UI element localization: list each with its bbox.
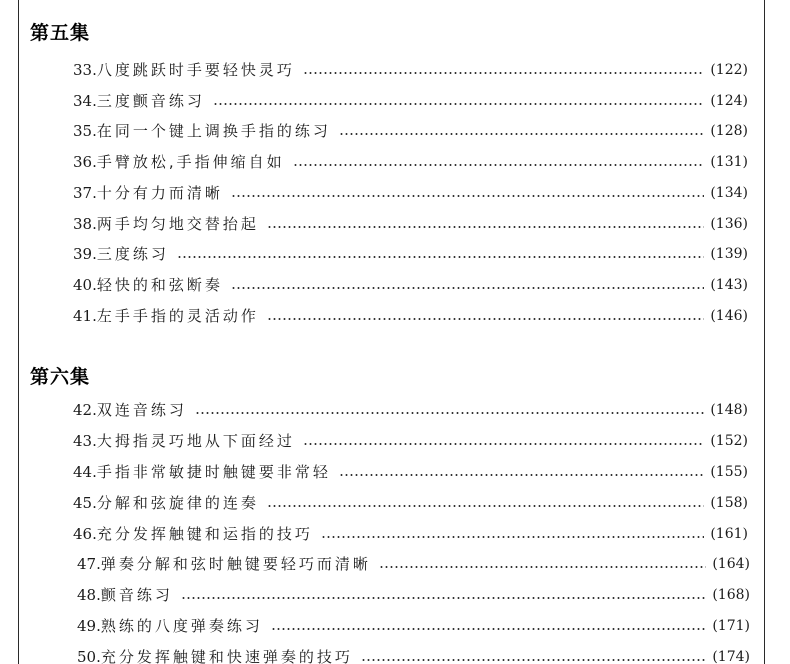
entry-title: 双连音练习 [96, 401, 187, 419]
toc-entry [73, 522, 748, 546]
toc-entry [73, 491, 748, 515]
entry-title: 左手手指的灵活动作 [96, 307, 259, 325]
toc-entry [73, 181, 748, 205]
toc-entry [73, 119, 748, 143]
entry-page: (164) [712, 556, 750, 572]
entry-number: 45. [73, 494, 97, 512]
toc-entry [77, 614, 750, 638]
entry-page: (131) [710, 154, 748, 170]
entry-page: (124) [710, 93, 748, 109]
entry-number: 37. [73, 184, 97, 202]
entry-title: 轻快的和弦断奏 [96, 276, 223, 294]
entry-number: 33. [73, 61, 97, 79]
entry-number: 34. [73, 92, 97, 110]
entry-title: 充分发挥触键和快速弹奏的技巧 [100, 648, 353, 664]
entry-page: (161) [710, 526, 748, 542]
entry-number: 35. [73, 122, 97, 140]
toc-entry [77, 583, 750, 607]
entry-page: (148) [710, 402, 748, 418]
dot-leader [303, 443, 704, 445]
entry-title: 在同一个键上调换手指的练习 [96, 122, 331, 140]
entry-page: (155) [710, 464, 748, 480]
dot-leader [321, 536, 704, 538]
entry-page: (134) [710, 185, 748, 201]
entry-number: 48. [77, 586, 101, 604]
toc-entry [77, 552, 750, 576]
entry-page: (158) [710, 495, 748, 511]
dot-leader [213, 103, 704, 105]
dot-leader [177, 256, 704, 258]
entry-page: (146) [710, 308, 748, 324]
entry-number: 43. [73, 432, 97, 450]
entry-number: 50. [77, 648, 101, 664]
toc-entry [73, 429, 748, 453]
entry-number: 49. [77, 617, 101, 635]
entry-page: (168) [712, 587, 750, 603]
entry-page: (152) [710, 433, 748, 449]
toc-entry [73, 150, 748, 174]
toc-entry [73, 212, 748, 236]
entry-page: (128) [710, 123, 748, 139]
entry-title: 两手均匀地交替抬起 [96, 215, 259, 233]
entry-title: 熟练的八度弹奏练习 [100, 617, 263, 635]
toc-entry [73, 89, 748, 113]
dot-leader [293, 164, 705, 166]
entry-number: 47. [77, 555, 101, 573]
entry-title: 弹奏分解和弦时触键要轻巧而清晰 [100, 555, 371, 573]
dot-leader [195, 412, 704, 414]
entry-number: 36. [73, 153, 97, 171]
dot-leader [271, 628, 706, 630]
dot-leader [267, 505, 704, 507]
entry-title: 分解和弦旋律的连奏 [96, 494, 259, 512]
section-title-5: 第五集 [30, 22, 91, 44]
entry-title: 大拇指灵巧地从下面经过 [96, 432, 295, 450]
entry-title: 颤音练习 [100, 586, 173, 604]
dot-leader [231, 287, 704, 289]
toc-entry [73, 273, 748, 297]
dot-leader [231, 195, 704, 197]
toc-entry [73, 58, 748, 82]
entry-number: 39. [73, 245, 97, 263]
entry-page: (143) [710, 277, 748, 293]
entry-number: 40. [73, 276, 97, 294]
entry-number: 41. [73, 307, 97, 325]
entry-page: (136) [710, 216, 748, 232]
toc-entry [73, 242, 748, 266]
dot-leader [303, 72, 704, 74]
dot-leader [267, 226, 704, 228]
entry-page: (122) [710, 62, 748, 78]
entry-number: 42. [73, 401, 97, 419]
dot-leader [361, 659, 706, 661]
entry-number: 46. [73, 525, 97, 543]
toc-entry [73, 398, 748, 422]
entry-page: (174) [712, 649, 750, 664]
dot-leader [181, 597, 706, 599]
entry-number: 38. [73, 215, 97, 233]
toc-entry [73, 460, 748, 484]
toc-entry [77, 645, 750, 664]
entry-page: (139) [710, 246, 748, 262]
dot-leader [267, 318, 704, 320]
entry-title: 八度跳跃时手要轻快灵巧 [96, 61, 295, 79]
entry-title: 手指非常敏捷时触键要非常轻 [96, 463, 331, 481]
dot-leader [339, 474, 704, 476]
toc-entry [73, 304, 748, 328]
dot-leader [339, 133, 704, 135]
entry-title: 三度颤音练习 [96, 92, 205, 110]
entry-title: 三度练习 [96, 245, 169, 263]
entry-number: 44. [73, 463, 97, 481]
entry-title: 十分有力而清晰 [96, 184, 223, 202]
dot-leader [379, 566, 706, 568]
section-title-6: 第六集 [30, 366, 91, 388]
entry-page: (171) [712, 618, 750, 634]
entry-title: 手臂放松,手指伸缩自如 [96, 153, 285, 171]
entry-title: 充分发挥触键和运指的技巧 [96, 525, 313, 543]
